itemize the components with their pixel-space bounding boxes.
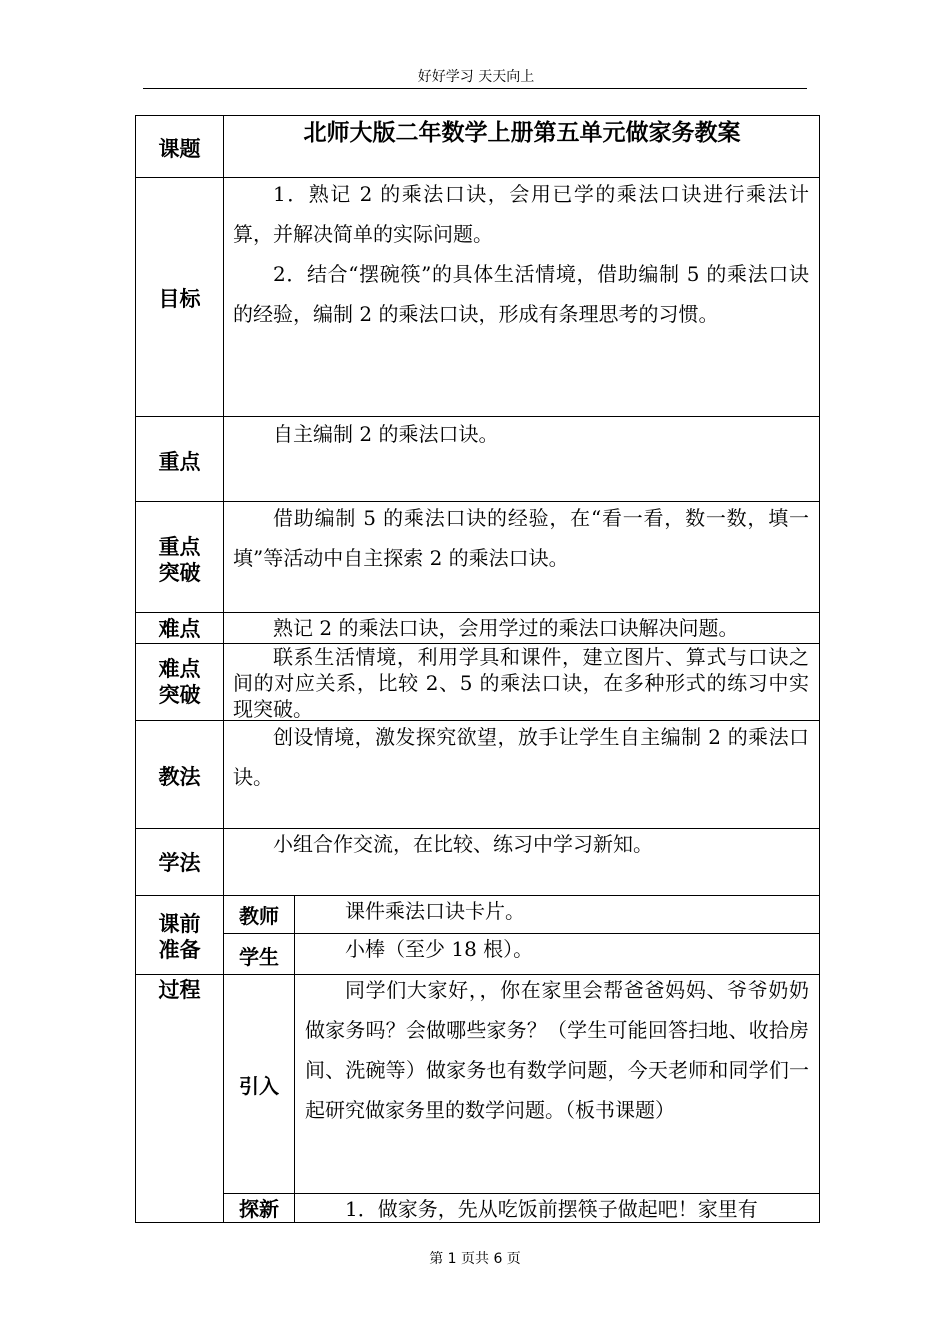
sub-column-divider [294, 895, 295, 1223]
document-title: 北师大版二年数学上册第五单元做家务教案 [303, 120, 741, 146]
goal-item-2: 2．结合“摆碗筷”的具体生活情境，借助编制 5 的乘法口诀的经验，编制 2 的乘法口诀，形成有条理思考的习惯。 [233, 262, 809, 326]
preparation-label-line-2: 准备 [158, 938, 201, 962]
key-break-text: 借助编制 5 的乘法口诀的经验，在“看一看，数一数，填一填”等活动中自主探索 2 的乘法口诀。 [233, 506, 809, 570]
teaching-method-label: 教法 [158, 765, 201, 789]
learning-method-label: 学法 [158, 851, 201, 875]
goal-item-1: 1．熟记 2 的乘法口诀，会用已学的乘法口诀进行乘法计算，并解决简单的实际问题。 [233, 182, 809, 246]
prep-student-label: 学生 [239, 945, 279, 969]
difficulty-break-label-line-2: 突破 [158, 683, 201, 707]
difficulty-break-text: 联系生活情境，利用学具和课件，建立图片、算式与口诀之间的对应关系，比较 2、5 的乘法口诀，在多种形式的练习中实现突破。 [233, 645, 809, 721]
row-divider [223, 1193, 820, 1194]
row-divider [135, 115, 820, 116]
prep-teacher-text: 课件乘法口诀卡片。 [345, 899, 525, 923]
intro-text: 同学们大家好，，你在家里会帮爸爸妈妈、爷爷奶奶做家务吗？会做哪些家务？（学生可能回答扫地、收拾房间、洗碗等）做家务也有数学问题，今天老师和同学们一起研究做家务里的数学问题。（板书课题） [305, 978, 809, 1122]
difficulty-break-label-line-1: 难点 [158, 657, 201, 681]
prep-teacher-label: 教师 [239, 904, 279, 928]
title-label: 课题 [158, 137, 201, 161]
teaching-method-text: 创设情境，激发探究欲望，放手让学生自主编制 2 的乘法口诀。 [233, 725, 809, 789]
key-break-label-line-2: 突破 [158, 561, 201, 585]
explore-label: 探新 [239, 1197, 279, 1221]
explore-text: 1．做家务，先从吃饭前摆筷子做起吧！家里有 [345, 1197, 758, 1221]
key-break-label-line-1: 重点 [158, 535, 201, 559]
learning-method-text: 小组合作交流，在比较、练习中学习新知。 [273, 832, 653, 856]
page-footer: 第 1 页共 6 页 [429, 1251, 521, 1267]
row-divider [135, 612, 820, 613]
goal-label: 目标 [158, 287, 201, 311]
difficulty-text: 熟记 2 的乘法口诀，会用学过的乘法口诀解决问题。 [273, 616, 739, 640]
difficulty-label: 难点 [158, 617, 201, 641]
prep-student-text: 小棒（至少 18 根）。 [345, 937, 534, 961]
key-point-label: 重点 [158, 450, 201, 474]
label-column-divider [223, 115, 224, 1223]
process-label: 过程 [158, 978, 201, 1002]
intro-label: 引入 [239, 1074, 279, 1098]
key-point-text: 自主编制 2 的乘法口诀。 [273, 422, 499, 446]
page-header: 好好学习 天天向上 [417, 69, 535, 85]
row-divider [135, 1222, 820, 1223]
table-border-right [819, 115, 820, 1223]
preparation-label-line-1: 课前 [158, 912, 201, 936]
